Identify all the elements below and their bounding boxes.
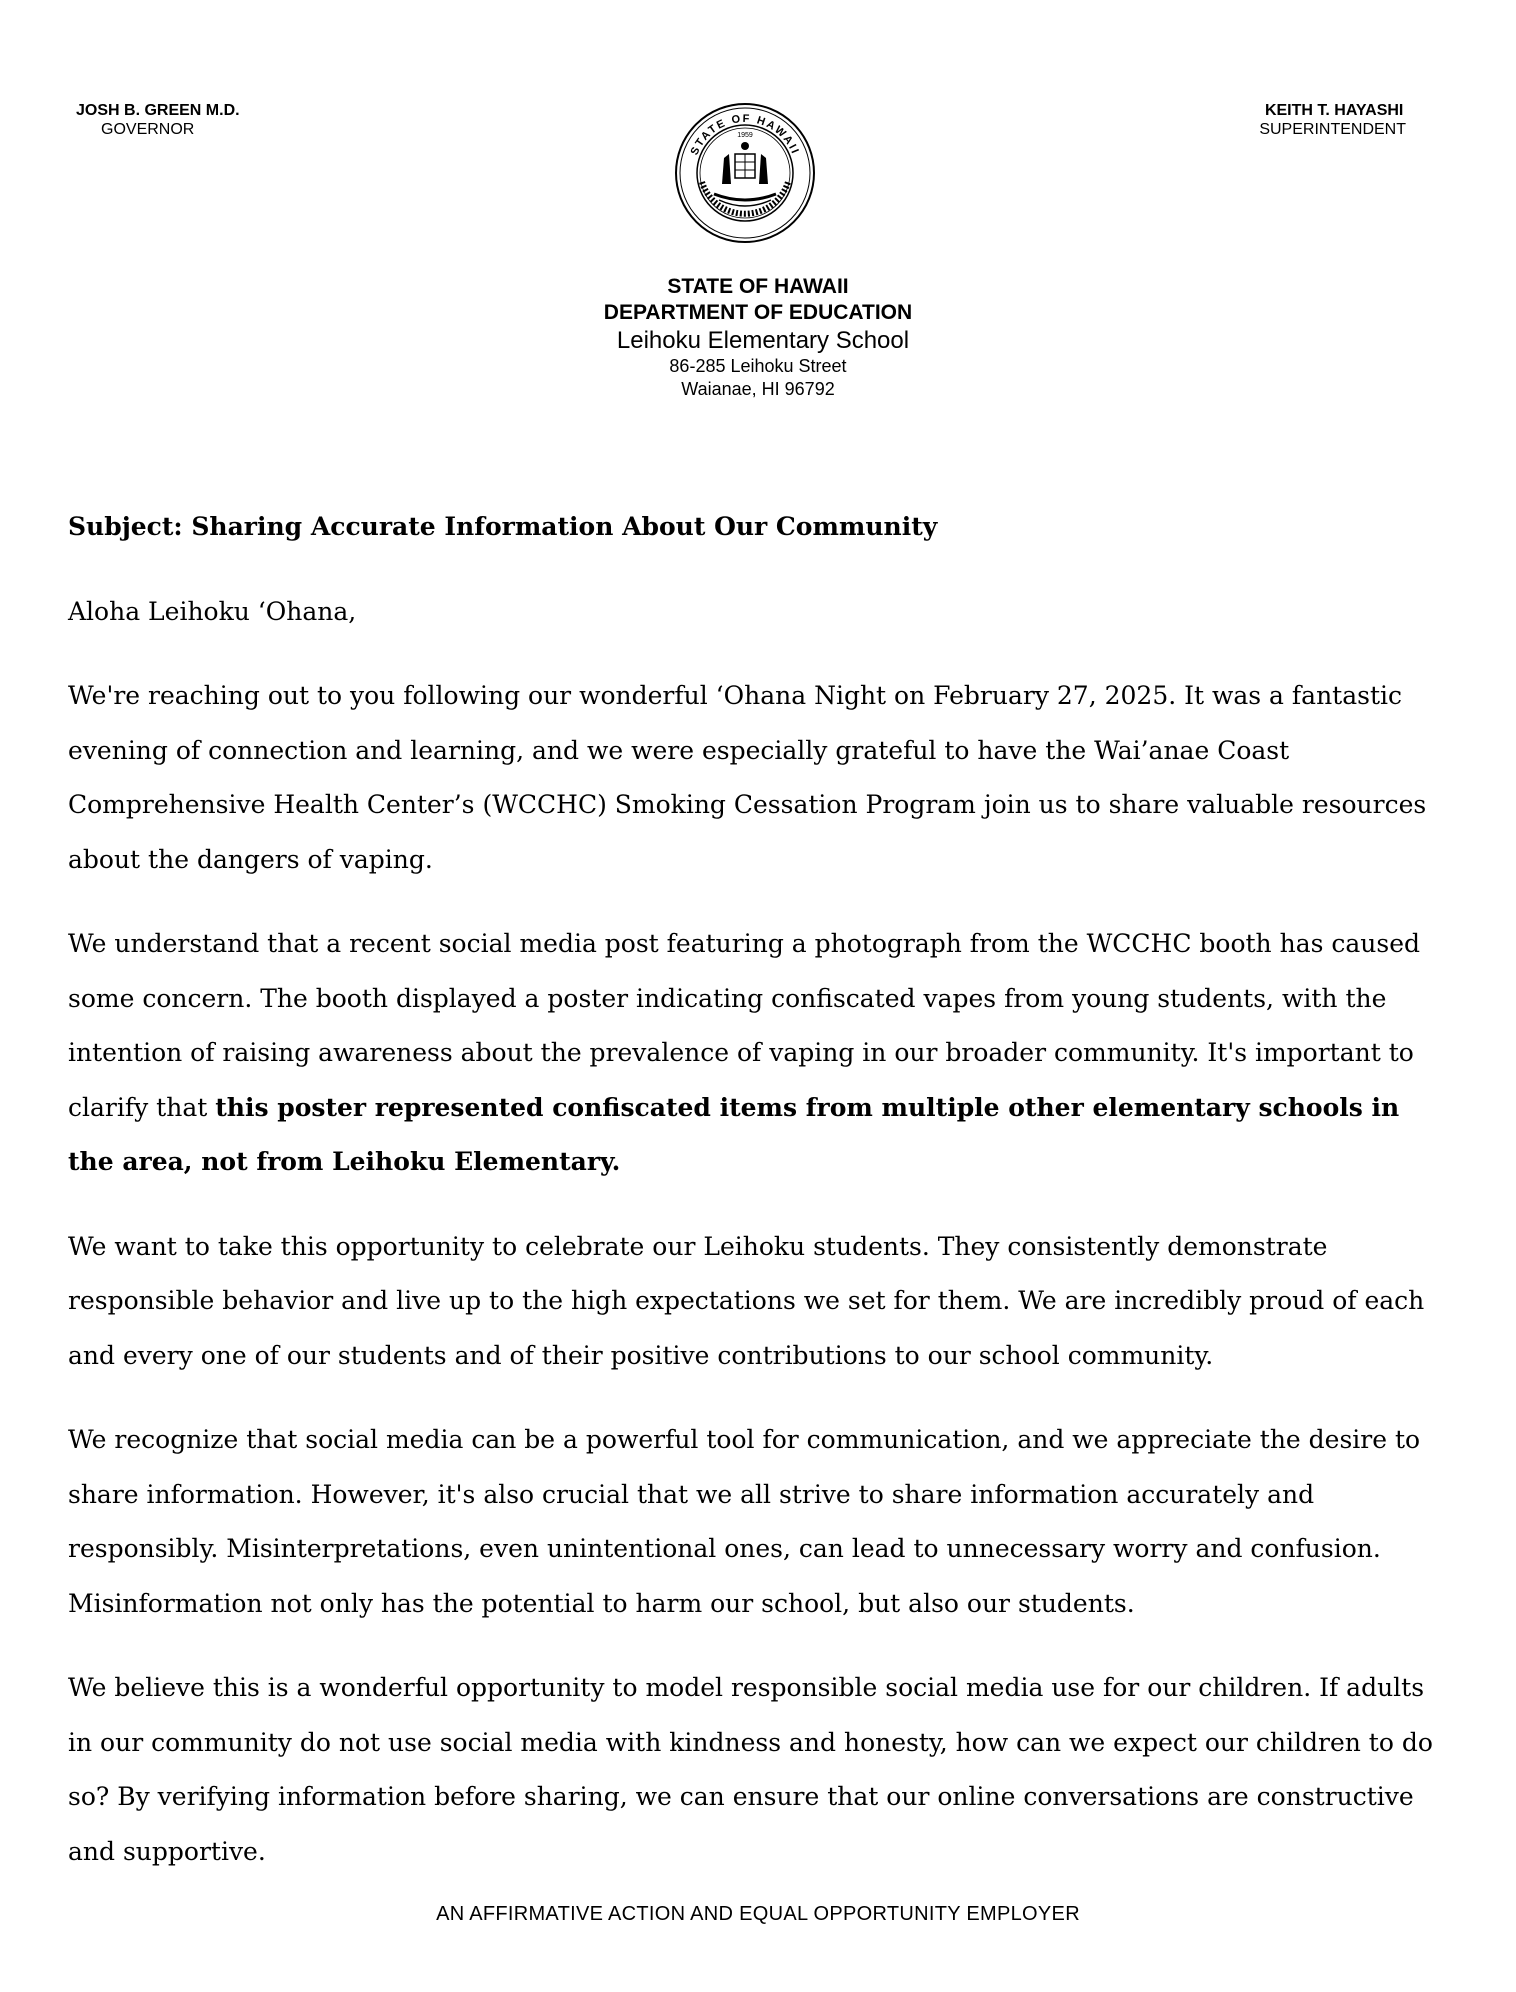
school-street: 86-285 Leihoku Street (669, 356, 847, 376)
state-seal-logo (674, 102, 816, 244)
letter-paragraph-1: We're reaching out to you following our wonderful ‘Ohana Night on February 27, 2025. It was a fantastic evening of connection and learning, and we were especially grateful to have the Wai’anae Coast Comprehensive Health Center’s (WCCHC) Smoking Cessation Program join us to share valuable resources about the dangers of vaping. (68, 681, 1427, 874)
governor-name: JOSH B. GREEN M.D. (76, 102, 240, 119)
school-city: Waianae, HI 96792 (681, 379, 835, 399)
governor-title: GOVERNOR (101, 121, 195, 138)
letter-paragraph-2-text: We understand that a recent social media post featuring a photograph from the WCCHC booth has caused some concern. The booth displayed a poster indicating confiscated vapes from young students, with the intention of raising awareness about the prevalence of vaping in our broader community. It's important to clarify that (68, 929, 1421, 1122)
superintendent-name: KEITH T. HAYASHI (1264, 102, 1404, 119)
governor-block (76, 101, 240, 139)
footer-statement: AN AFFIRMATIVE ACTION AND EQUAL OPPORTUNITY EMPLOYER (436, 1903, 1080, 1925)
organization-header (0, 274, 1516, 401)
letter-paragraph-3: We want to take this opportunity to celebrate our Leihoku students. They consistently demonstrate responsible behavior and live up to the high expectations we set for them. We are incredibly proud of each and every one of our students and of their positive contributions to our school community. (68, 1231, 1425, 1370)
letter-subject: Subject: Sharing Accurate Information About Our Community (68, 512, 938, 541)
letter-paragraph-2 (68, 917, 1448, 1190)
superintendent-title: SUPERINTENDENT (1259, 121, 1406, 138)
school-name: Leihoku Elementary School (616, 327, 910, 354)
letter-body (68, 500, 1448, 1909)
superintendent-block (1259, 101, 1406, 139)
letter-paragraph-4: We recognize that social media can be a powerful tool for communication, and we appreciate the desire to share information. However, it's also crucial that we all strive to share information accurately and responsibly. Misinterpretations, even unintentional ones, can lead to unnecessary worry and confusion. Misinformation not only has the potential to harm our school, but also our students. (68, 1425, 1421, 1618)
svg-text:STATE OF HAWAII: STATE OF HAWAII (688, 112, 802, 158)
svg-text:1959: 1959 (737, 132, 753, 139)
letter-greeting: Aloha Leihoku ‘Ohana, (68, 596, 357, 626)
department-name: DEPARTMENT OF EDUCATION (603, 301, 913, 324)
letter-paragraph-2-emphasis: this poster represented confiscated items from multiple other elementary schools in the area, not from Leihoku Elementary. (68, 1092, 1400, 1176)
letter-paragraph-5: We believe this is a wonderful opportunity to model responsible social media use for our children. If adults in our community do not use social media with kindness and honesty, how can we expect our children to do so? By verifying information before sharing, we can ensure that our online conversations are constructive and supportive. (68, 1673, 1433, 1866)
state-name: STATE OF HAWAII (667, 275, 849, 298)
